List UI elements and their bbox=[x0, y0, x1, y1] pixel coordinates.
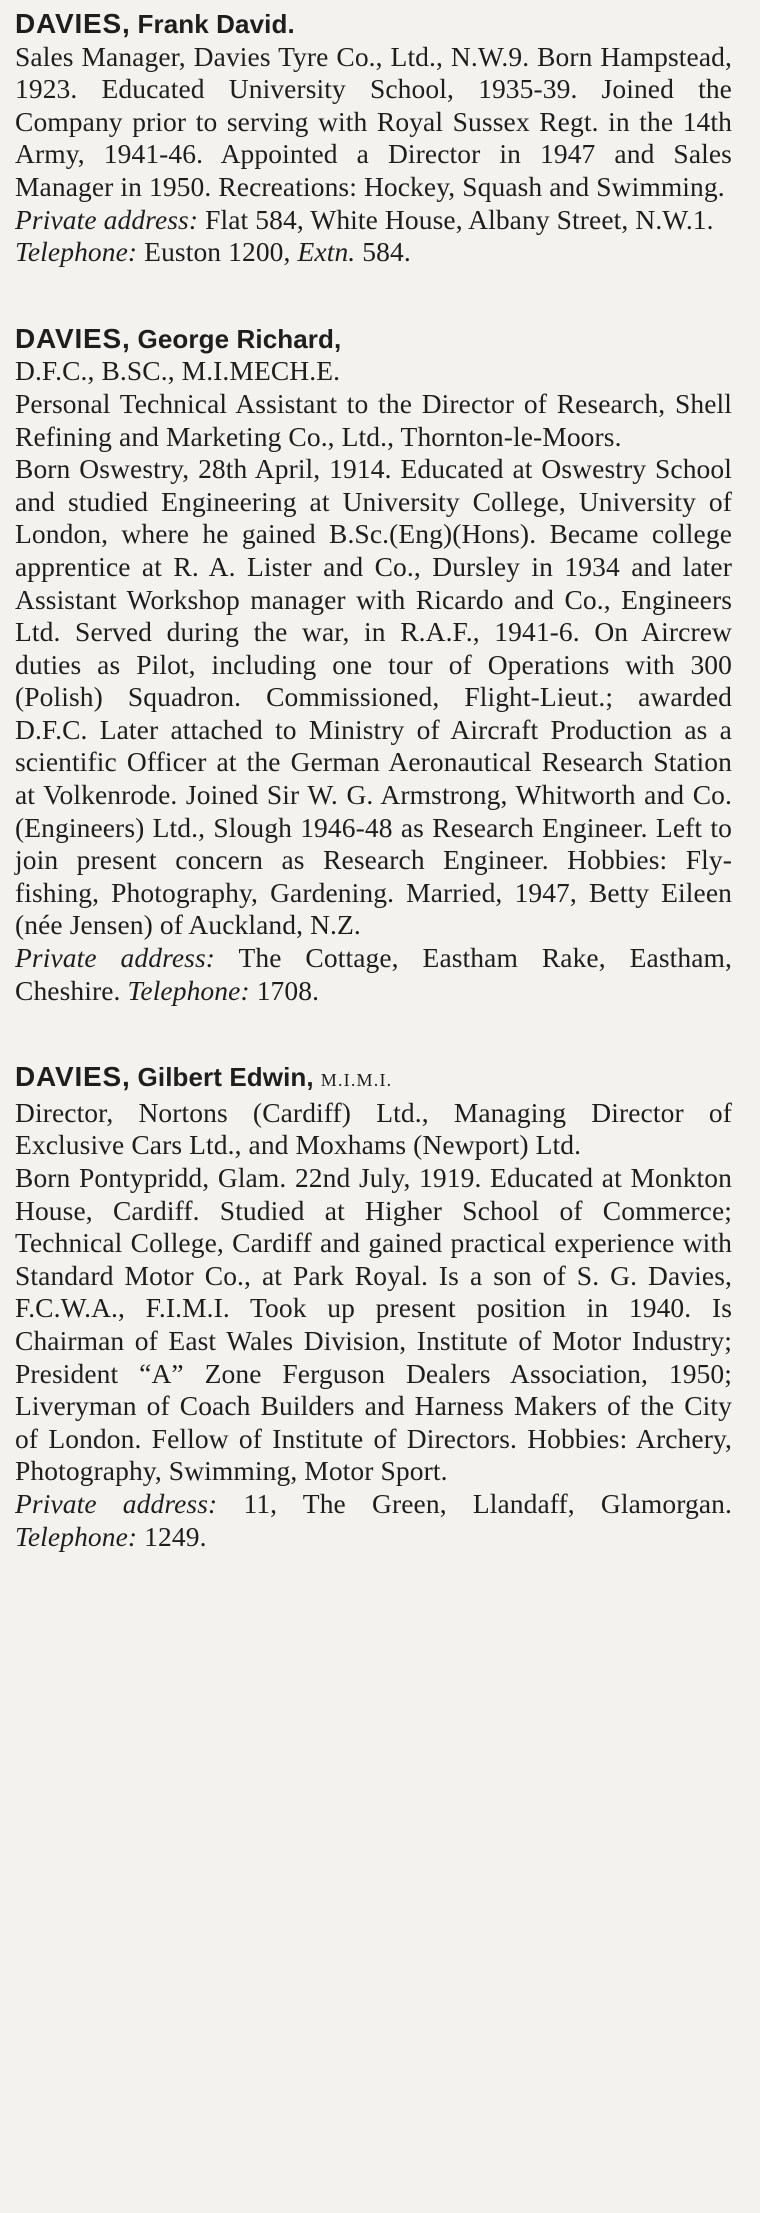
entry-given-names: Frank David. bbox=[137, 9, 295, 39]
entry-address-telephone bbox=[15, 942, 732, 1007]
telephone-label: Telephone: bbox=[15, 1520, 138, 1552]
entry-position: Director, Nortons (Cardiff) Ltd., Managing Director of Exclusive Cars Ltd., and Moxhams (Newport) Ltd. bbox=[15, 1096, 732, 1161]
address-label: Private address: bbox=[15, 942, 216, 974]
entry-heading bbox=[15, 323, 732, 356]
entry-biography: Born Oswestry, 28th April, 1914. Educated at Oswestry School and studied Engineering at University College, University of London, where he gained B.Sc.(Eng)(Hons). Became college apprentice at R. A. Lister and Co., Dursley in 1934 and later Assistant Workshop manager with Ricardo and Co., Engineers Ltd. Served during the war, in R.A.F., 1941-6. On Aircrew duties as Pilot, including one tour of Operations with 300 (Polish) Squadron. Commissioned, Flight-Lieut.; awarded D.F.C. Later attached to Ministry of Aircraft Production as a scientific Officer at the German Aeronautical Research Station at Volkenrode. Joined Sir W. G. Armstrong, Whitworth and Co. (Engineers) Ltd., Slough 1946-48 as Research Engineer. Left to join present concern as Research Engineer. Hobbies: Fly-fishing, Photography, Gardening. Married, 1947, Betty Eileen (née Jensen) of Auckland, N.Z. bbox=[15, 453, 732, 941]
address-value: Flat 584, White House, Albany Street, N.W.1. bbox=[205, 203, 714, 235]
entry-address bbox=[15, 204, 732, 237]
entry-qualifications: D.F.C., B.SC., M.I.MECH.E. bbox=[15, 355, 341, 387]
entry-george-richard-davies bbox=[15, 323, 732, 1007]
address-label: Private address: bbox=[15, 203, 199, 235]
entry-qualifications: M.I.M.I. bbox=[320, 1070, 393, 1091]
entry-surname: DAVIES, bbox=[15, 8, 131, 39]
telephone-label: Telephone: bbox=[127, 974, 250, 1006]
extension-value: 584. bbox=[362, 236, 411, 268]
entry-given-names: George Richard, bbox=[137, 323, 342, 354]
telephone-value: Euston 1200, bbox=[144, 236, 291, 268]
entry-address-telephone bbox=[15, 1488, 732, 1553]
entry-position: Personal Technical Assistant to the Director of Research, Shell Refining and Marketing Co., Ltd., Thornton-le-Moors. bbox=[15, 387, 732, 452]
entry-biography: Sales Manager, Davies Tyre Co., Ltd., N.W.9. Born Hampstead, 1923. Educated University School, 1935-39. Joined the Company prior to serving with Royal Sussex Regt. in the 14th Army, 1941-46. Appointed a Director in 1947 and Sales Manager in 1950. Recreations: Hockey, Squash and Swimming. bbox=[15, 40, 732, 202]
entry-heading bbox=[15, 8, 732, 41]
extension-label: Extn. bbox=[297, 236, 356, 268]
entry-given-names: Gilbert Edwin, bbox=[137, 1062, 314, 1093]
entry-surname: DAVIES, bbox=[15, 1061, 131, 1093]
telephone-label: Telephone: bbox=[15, 236, 138, 268]
entry-gilbert-edwin-davies bbox=[15, 1061, 732, 1553]
address-value: The Cottage, Eastham Rake, Eastham, Cheshire. bbox=[15, 942, 732, 1006]
entry-telephone bbox=[15, 236, 732, 269]
telephone-value: 1249. bbox=[144, 1520, 207, 1552]
entry-biography: Born Pontypridd, Glam. 22nd July, 1919. Educated at Monkton House, Cardiff. Studied at Higher School of Commerce; Technical College, Cardiff and gained practical experience with Standard Motor Co., at Park Royal. Is a son of S. G. Davies, F.C.W.A., F.I.M.I. Took up present position in 1940. Is Chairman of East Wales Division, Institute of Motor Industry; President “A” Zone Ferguson Dealers Association, 1950; Liveryman of Coach Builders and Harness Makers of the City of London. Fellow of Institute of Directors. Hobbies: Archery, Photography, Swimming, Motor Sport. bbox=[15, 1162, 732, 1487]
address-value: 11, The Green, Llandaff, Glamorgan. bbox=[243, 1487, 733, 1519]
address-label: Private address: bbox=[15, 1487, 218, 1519]
telephone-value: 1708. bbox=[256, 974, 320, 1006]
entry-surname: DAVIES, bbox=[15, 322, 131, 354]
entry-heading bbox=[15, 1061, 732, 1097]
entry-frank-david-davies bbox=[15, 8, 732, 269]
